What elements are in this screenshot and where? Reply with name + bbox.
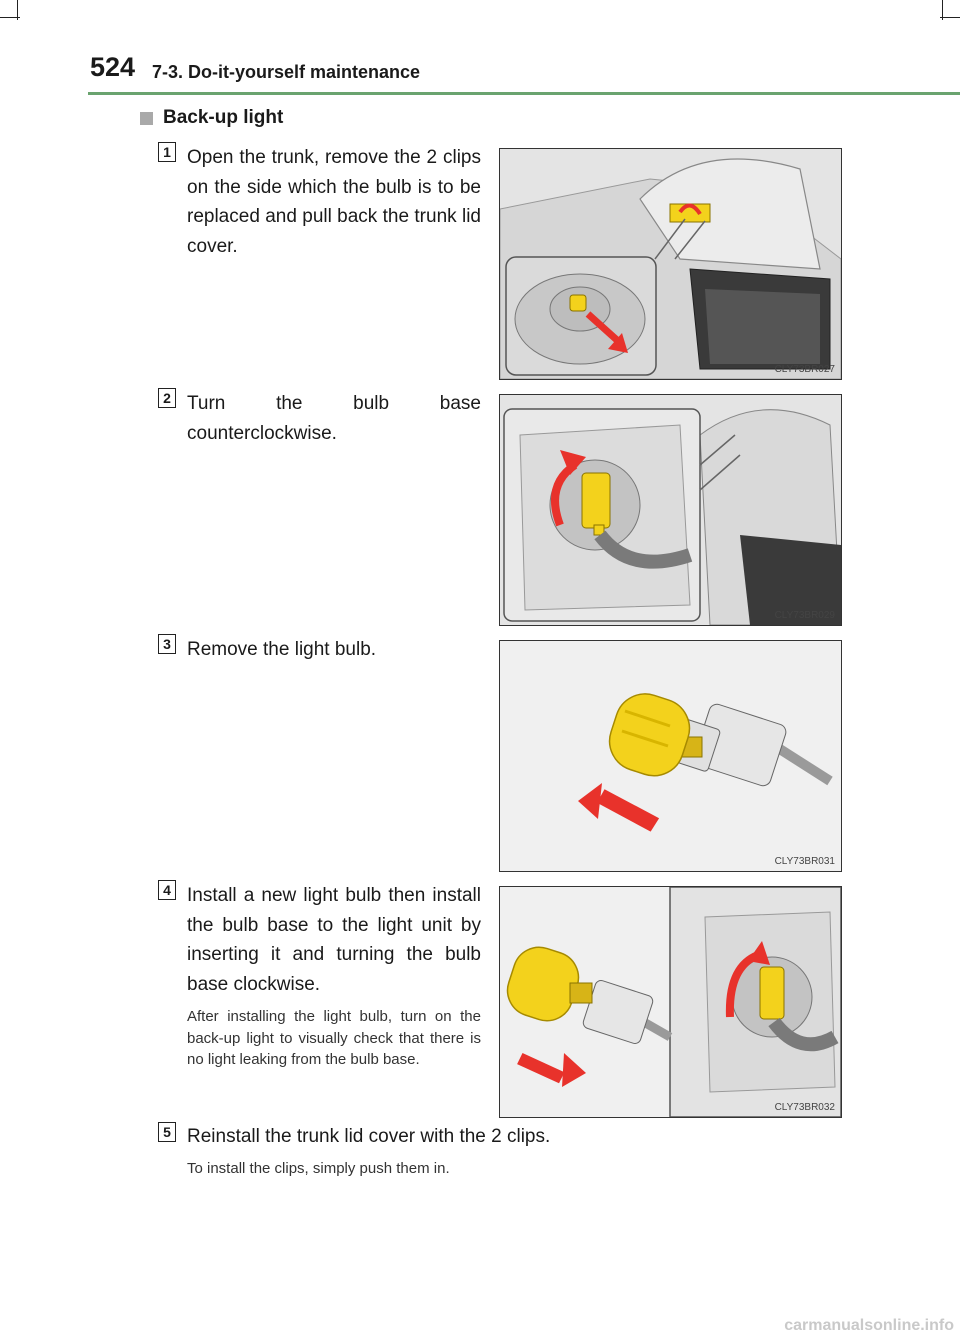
step-2-image-code: CLY73BR029	[774, 610, 835, 621]
page-number: 524	[90, 52, 136, 82]
crop-mark-top-left-v	[17, 0, 18, 20]
step-3-text: Remove the light bulb.	[187, 639, 377, 660]
step-5-badge: 5	[158, 1122, 176, 1142]
section-title: Back-up light	[163, 107, 284, 128]
footer-watermark[interactable]: carmanualsonline.info	[784, 1317, 954, 1334]
step-2-badge: 2	[158, 388, 176, 408]
section-bullet-icon	[140, 112, 153, 125]
step-1-illustration	[499, 148, 842, 380]
remove-bulb-illustration	[500, 641, 841, 871]
step-2-text: Turn the bulb base counterclockwise.	[187, 393, 481, 444]
step-3-badge: 3	[158, 634, 176, 654]
step-3-image-code: CLY73BR031	[774, 856, 835, 867]
step-4-text: Install a new light bulb then install the bulb base to the light unit by inserting it and turning the bulb base clockwise.	[187, 885, 481, 995]
install-bulb-clockwise-illustration	[500, 887, 841, 1117]
step-1-text: Open the trunk, remove the 2 clips on the side which the bulb is to be replaced and pull back the trunk lid cover.	[187, 147, 481, 257]
crop-mark-top-right-h	[940, 17, 960, 18]
step-1-badge: 1	[158, 142, 176, 162]
step-1-image-code: CLY73BR027	[774, 364, 835, 375]
step-4-illustration	[499, 886, 842, 1118]
header-rule	[88, 92, 960, 95]
step-5-text: Reinstall the trunk lid cover with the 2 clips.	[187, 1126, 551, 1147]
step-2-illustration	[499, 394, 842, 626]
crop-mark-top-right-v	[942, 0, 943, 20]
step-4-badge: 4	[158, 880, 176, 900]
step-3-illustration	[499, 640, 842, 872]
step-4-note: After installing the light bulb, turn on the back-up light to visually check that there is no light leaking from the bulb base.	[187, 1008, 481, 1068]
step-5-note: To install the clips, simply push them in.	[187, 1160, 450, 1177]
section-header: 7-3. Do-it-yourself maintenance	[152, 62, 421, 82]
bulb-base-counterclockwise-illustration	[500, 395, 841, 625]
trunk-open-clip-illustration	[500, 149, 841, 379]
step-4-image-code: CLY73BR032	[774, 1102, 835, 1113]
